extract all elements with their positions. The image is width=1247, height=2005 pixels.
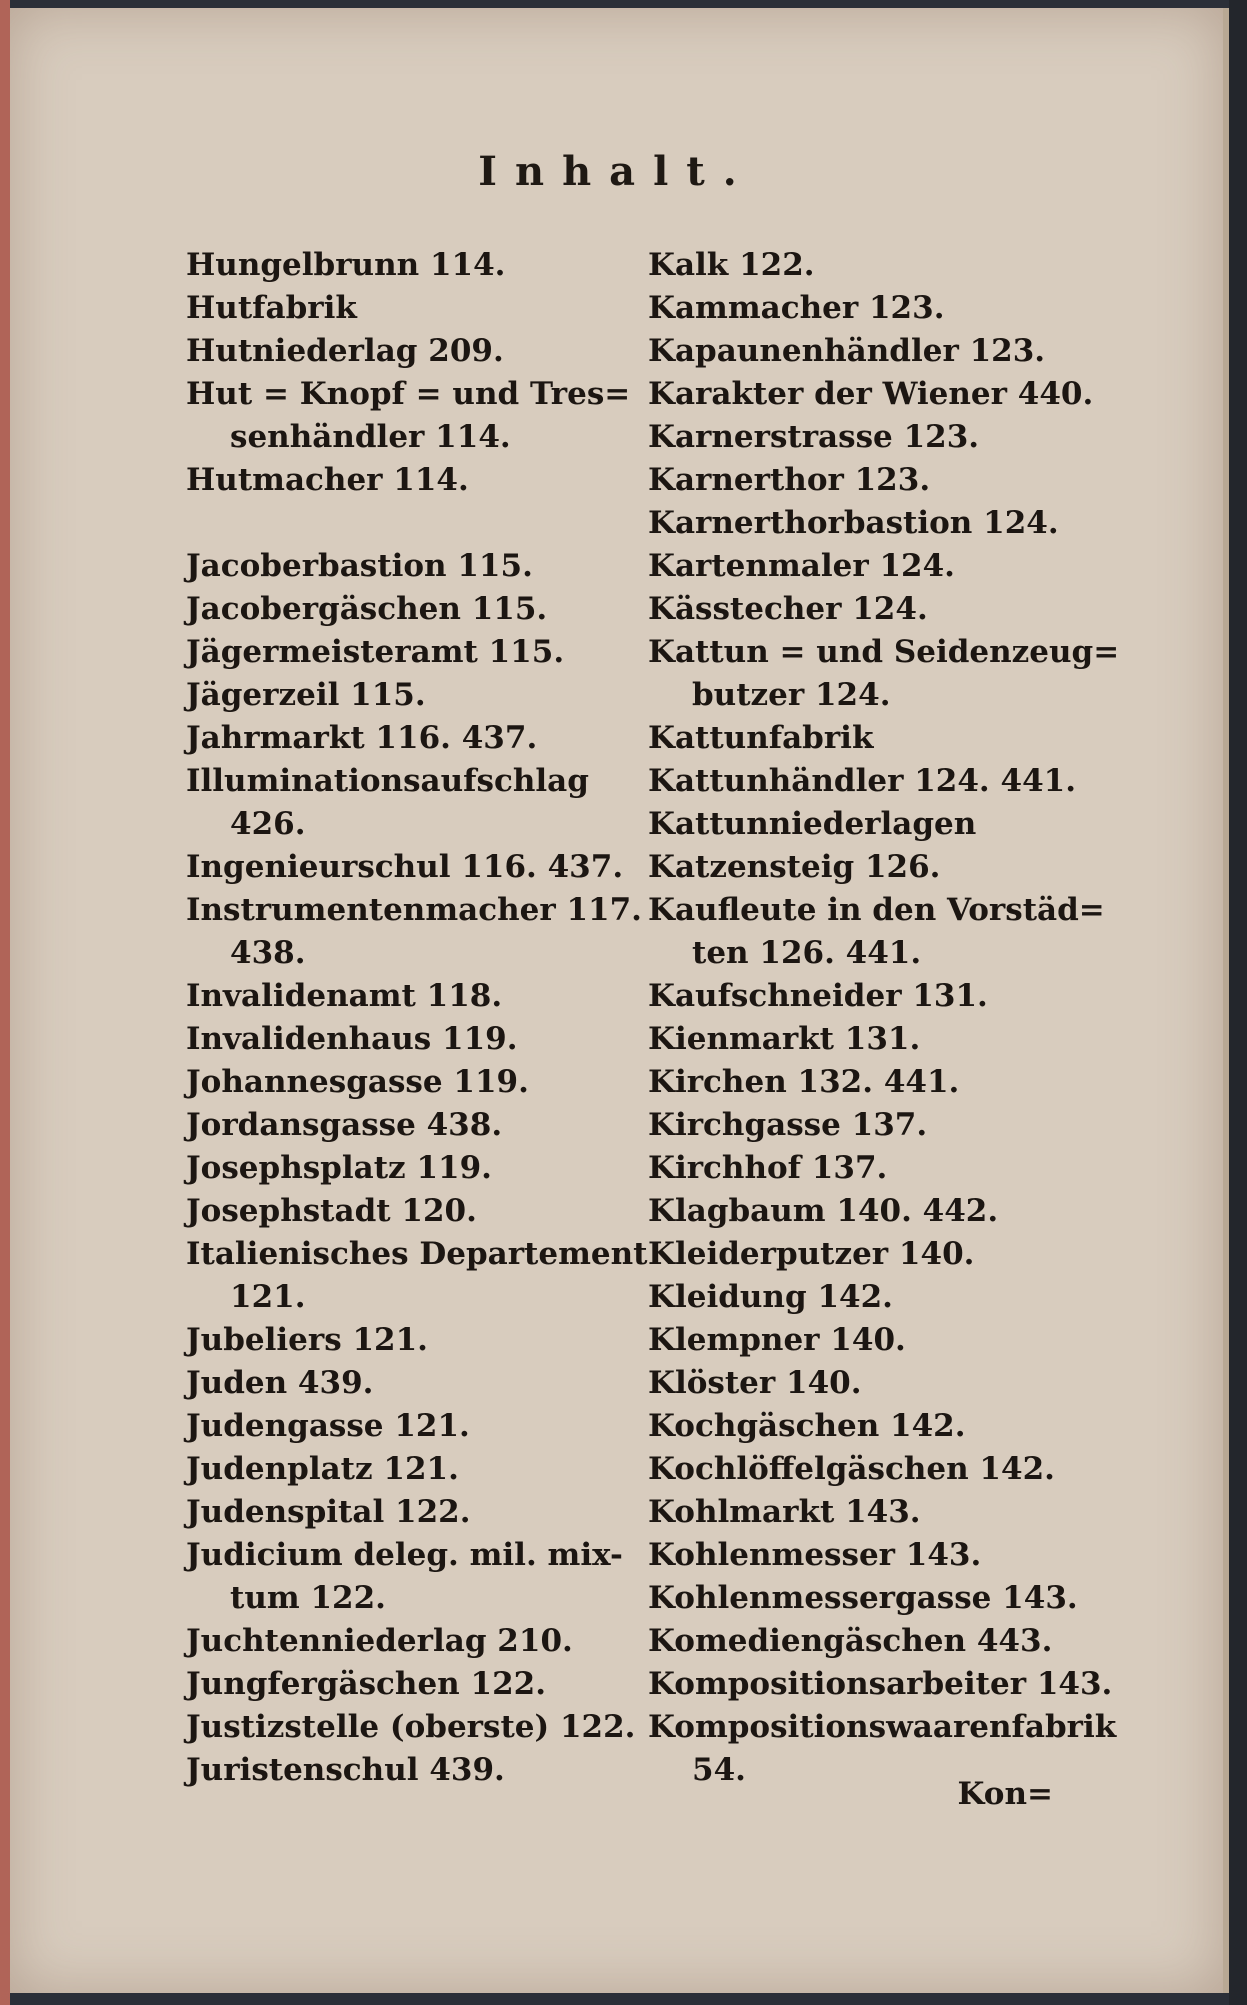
page-edge-right	[1229, 0, 1247, 2005]
index-entry: Kleiderputzer 140.	[648, 1236, 975, 1272]
index-entry: Komediengäschen 443.	[648, 1623, 1053, 1659]
index-entry: 426.	[230, 806, 306, 842]
index-entry: Invalidenamt 118.	[186, 978, 503, 1014]
index-entry: Instrumentenmacher 117.	[186, 892, 642, 928]
index-entry: Karnerthorbastion 124.	[648, 505, 1059, 541]
index-entry: Jägerzeil 115.	[186, 677, 426, 713]
index-entry: Jacobergäschen 115.	[186, 591, 548, 627]
index-entry: Ingenieurschul 116. 437.	[186, 849, 624, 885]
index-column-left	[186, 244, 646, 1792]
index-entry: Kirchen 132. 441.	[648, 1064, 960, 1100]
page-edge-left	[0, 0, 10, 2005]
index-entry: Illuminationsaufschlag	[186, 763, 589, 799]
index-entry: Kattunniederlagen	[648, 806, 977, 842]
index-entry: Karnerthor 123.	[648, 462, 931, 498]
index-entry: Juchtenniederlag 210.	[186, 1623, 573, 1659]
index-entry: Kohlenmessergasse 143.	[648, 1580, 1078, 1616]
index-entry: Kochgäschen 142.	[648, 1408, 966, 1444]
index-entry: butzer 124.	[692, 677, 891, 713]
index-entry: Italienisches Departement	[186, 1236, 648, 1272]
index-entry: Klempner 140.	[648, 1322, 906, 1358]
index-entry: Kohlenmesser 143.	[648, 1537, 982, 1573]
index-entry: Kattun = und Seidenzeug=	[648, 634, 1120, 670]
index-entry: Jacoberbastion 115.	[186, 548, 533, 584]
index-entry: Kalk 122.	[648, 247, 815, 283]
index-entry: Hutniederlag 209.	[186, 333, 504, 369]
index-entry: Kompositionswaarenfabrik	[648, 1709, 1117, 1745]
index-entry: Invalidenhaus 119.	[186, 1021, 518, 1057]
index-entry: Karakter der Wiener 440.	[648, 376, 1094, 412]
index-entry: Kirchhof 137.	[648, 1150, 888, 1186]
index-entry: Juden 439.	[186, 1365, 374, 1401]
index-entry: Kartenmaler 124.	[648, 548, 955, 584]
index-entry: Karnerstrasse 123.	[648, 419, 980, 455]
index-entry: Jungfergäschen 122.	[186, 1666, 546, 1702]
index-entry: Kaufleute in den Vorstäd=	[648, 892, 1105, 928]
index-entry: Kattunfabrik	[648, 720, 874, 756]
index-entry: Juristenschul 439.	[186, 1752, 505, 1788]
index-entry: Hut = Knopf = und Tres=	[186, 376, 631, 412]
index-entry: Kleidung 142.	[648, 1279, 893, 1315]
index-entry: Hutmacher 114.	[186, 462, 469, 498]
index-entry: Hungelbrunn 114.	[186, 247, 506, 283]
index-entry: Kaufschneider 131.	[648, 978, 988, 1014]
index-entry: Jahrmarkt 116. 437.	[186, 720, 538, 756]
index-entry: 54.	[692, 1752, 746, 1788]
index-entry: Judenspital 122.	[186, 1494, 471, 1530]
index-entry: Justizstelle (oberste) 122.	[186, 1709, 636, 1745]
index-entry: Kienmarkt 131.	[648, 1021, 921, 1057]
page-heading: Inhalt.	[478, 148, 755, 195]
index-entry: Kässtecher 124.	[648, 591, 928, 627]
index-entry: Jubeliers 121.	[186, 1322, 428, 1358]
index-spacer	[186, 502, 646, 545]
index-entry: Josephsplatz 119.	[186, 1150, 492, 1186]
index-entry: Hutfabrik	[186, 290, 357, 326]
catchword: Kon=	[957, 1776, 1053, 1812]
index-entry: Kochlöffelgäschen 142.	[648, 1451, 1055, 1487]
index-entry: Jordansgasse 438.	[186, 1107, 503, 1143]
index-entry: Kohlmarkt 143.	[648, 1494, 921, 1530]
index-entry: tum 122.	[230, 1580, 386, 1616]
index-entry: Katzensteig 126.	[648, 849, 941, 885]
index-entry: senhändler 114.	[230, 419, 511, 455]
index-entry: Kammacher 123.	[648, 290, 945, 326]
index-entry: Judengasse 121.	[186, 1408, 470, 1444]
index-entry: Judenplatz 121.	[186, 1451, 459, 1487]
index-entry: Jägermeisteramt 115.	[186, 634, 565, 670]
index-entry: Johannesgasse 119.	[186, 1064, 529, 1100]
index-entry: 121.	[230, 1279, 306, 1315]
index-entry: ten 126. 441.	[692, 935, 922, 971]
index-column-right	[648, 244, 1120, 1792]
index-entry: Kattunhändler 124. 441.	[648, 763, 1077, 799]
index-entry: Judicium deleg. mil. mix-	[186, 1537, 623, 1573]
index-entry: Kirchgasse 137.	[648, 1107, 928, 1143]
index-entry: Kapaunenhändler 123.	[648, 333, 1046, 369]
index-entry: Josephstadt 120.	[186, 1193, 477, 1229]
index-entry: 438.	[230, 935, 306, 971]
index-entry: Kompositionsarbeiter 143.	[648, 1666, 1113, 1702]
index-entry: Klagbaum 140. 442.	[648, 1193, 999, 1229]
book-page	[10, 8, 1229, 1993]
index-entry: Klöster 140.	[648, 1365, 862, 1401]
